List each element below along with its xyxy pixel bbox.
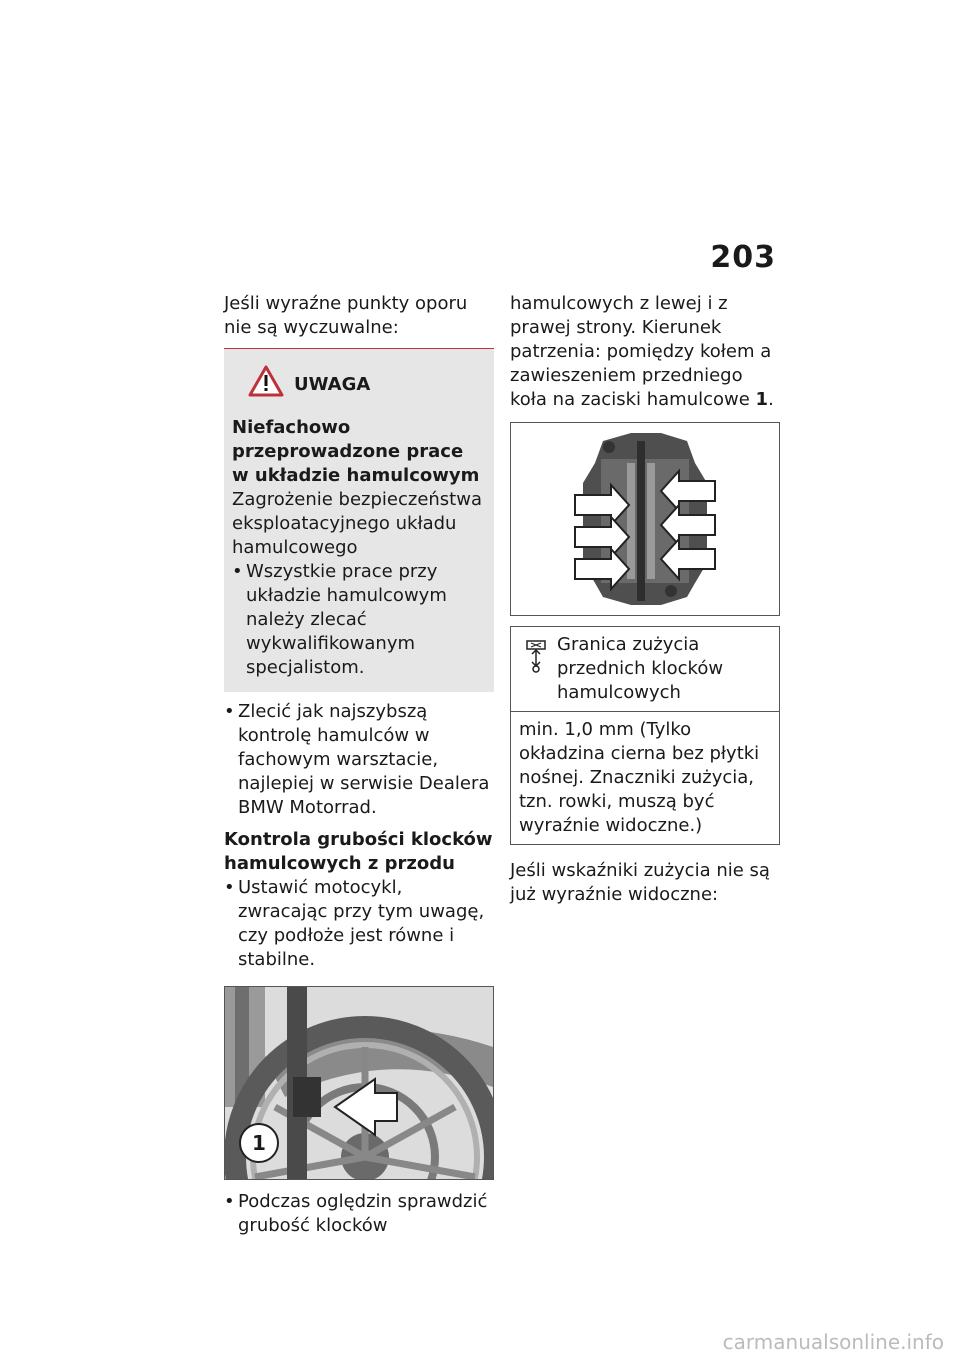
bullet-position-motorcycle: • Ustawić motocykl, zwracając przy tym uwagę, czy podłoże jest równe i stabilne. (224, 876, 494, 972)
figure-callout-1: 1 (239, 1123, 279, 1163)
continuation-end: . (768, 389, 774, 410)
continuation-ref: 1 (755, 389, 769, 410)
warning-triangle-icon (248, 365, 284, 404)
brake-pad-wear-icon (525, 639, 547, 680)
warning-label: UWAGA (294, 373, 371, 395)
spec-body (511, 712, 779, 844)
outro-text: Jeśli wskaźniki zużycia nie są już wyraźnie widoczne: (510, 860, 770, 905)
brake-caliper-figure (510, 422, 780, 616)
bullet-contact-workshop: • Zlecić jak najszybszą kontrolę hamulców w fachowym warsztacie, najlepiej w serwisie Dealera BMW Motorrad. (224, 700, 494, 820)
warning-header (248, 365, 482, 404)
right-column (510, 292, 780, 907)
warning-bullet: • Wszystkie prace przy układzie hamulcowym należy zlecać wykwalifikowanym specjalistom. (232, 560, 482, 680)
warning-text: Zagrożenie bezpieczeństwa eksploatacyjnego układu hamulcowego (232, 489, 482, 558)
continuation-text (510, 292, 780, 412)
warning-box (224, 348, 494, 692)
warning-title: Niefachowo przeprowadzone prace w układzie hamulcowym (232, 417, 480, 486)
spec-title: Granica zużycia przednich klocków hamulcowych (557, 634, 724, 703)
page-number: 203 (710, 240, 776, 275)
bullet-inspect-pads: • Podczas oględzin sprawdzić grubość klocków (224, 1190, 494, 1238)
continuation-body: hamulcowych z lewej i z prawej strony. Kierunek patrzenia: pomiędzy kołem a zawieszeniem przedniego koła na zaciski hamulcowe (510, 293, 772, 410)
spec-header (511, 627, 779, 712)
intro-text: Jeśli wyraźne punkty oporu nie są wyczuwalne: (224, 293, 468, 338)
front-wheel-figure (224, 986, 494, 1180)
watermark: carmanualsonline.info (722, 1330, 944, 1354)
section-heading: Kontrola grubości klocków hamulcowych z przodu (224, 829, 493, 874)
left-column (224, 292, 494, 1238)
spec-value: min. 1,0 mm (Tylko okładzina cierna bez płytki nośnej. Znaczniki zużycia, tzn. rowki, muszą być wyraźnie widoczne.) (519, 719, 760, 836)
wear-limit-spec (510, 626, 780, 845)
brake-caliper-illustration (511, 423, 779, 615)
